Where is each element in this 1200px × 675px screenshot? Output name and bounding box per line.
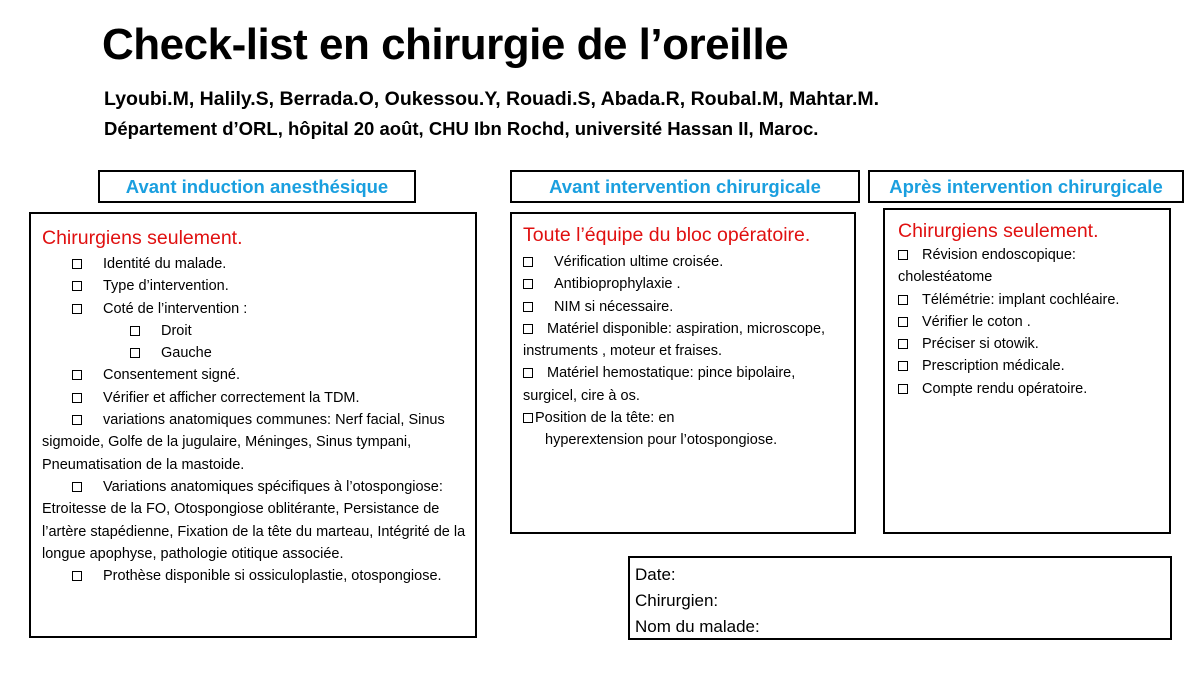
checklist-item[interactable]: Télémétrie: implant cochléaire. bbox=[898, 289, 1163, 311]
checkbox-icon[interactable] bbox=[898, 384, 908, 394]
checklist-item[interactable]: Type d’intervention. bbox=[42, 275, 469, 297]
checkbox-icon[interactable] bbox=[72, 281, 82, 291]
checklist-item[interactable]: Compte rendu opératoire. bbox=[898, 378, 1163, 400]
checklist-item[interactable]: Révision endoscopique: cholestéatome bbox=[898, 247, 1076, 286]
page-title: Check-list en chirurgie de l’oreille bbox=[102, 20, 789, 69]
checkbox-icon[interactable] bbox=[72, 393, 82, 403]
checklist-item[interactable]: Identité du malade. bbox=[42, 253, 469, 275]
checklist-subitem[interactable]: Gauche bbox=[42, 342, 469, 364]
checklist-item[interactable]: Vérification ultime croisée. bbox=[523, 251, 848, 273]
checklist-item[interactable]: Position de la tête: en bbox=[523, 407, 848, 429]
checkbox-icon[interactable] bbox=[898, 339, 908, 349]
checkbox-icon[interactable] bbox=[898, 250, 908, 260]
authors-line: Lyoubi.M, Halily.S, Berrada.O, Oukessou.Y, Rouadi.S, Abada.R, Roubal.M, Mahtar.M. bbox=[104, 88, 880, 110]
checklist-item[interactable]: Antibioprophylaxie . bbox=[523, 273, 848, 295]
checkbox-icon[interactable] bbox=[523, 279, 533, 289]
checkbox-icon[interactable] bbox=[72, 370, 82, 380]
checkbox-icon[interactable] bbox=[898, 295, 908, 305]
checkbox-icon[interactable] bbox=[898, 317, 908, 327]
audience-label: Toute l’équipe du bloc opératoire. bbox=[523, 224, 811, 246]
checklist-item[interactable]: Vérifier le coton . bbox=[898, 311, 1163, 333]
checkbox-icon[interactable] bbox=[523, 413, 533, 423]
checkbox-icon[interactable] bbox=[523, 368, 533, 378]
checklist-item[interactable]: Consentement signé. bbox=[42, 364, 469, 386]
checkbox-icon[interactable] bbox=[130, 348, 140, 358]
checkbox-icon[interactable] bbox=[72, 259, 82, 269]
heading-before-induction: Avant induction anesthésique bbox=[98, 170, 416, 203]
checklist-item[interactable]: Variations anatomiques spécifiques à l’otospongiose: Etroitesse de la FO, Otospongiose oblitérante, Persistance de l’artère stapédienne, Fixation de la tête du marteau, Intégrité de la longue apophyse, pathologie otitique associée. bbox=[42, 478, 466, 562]
checklist-item[interactable]: variations anatomiques communes: Nerf facial, Sinus sigmoide, Golfe de la jugulaire, Méninges, Sinus tympani, Pneumatisation de la mastoide. bbox=[42, 412, 445, 473]
patient-name-field[interactable]: Nom du malade: bbox=[635, 617, 760, 636]
checklist-item[interactable]: Coté de l’intervention : bbox=[42, 298, 469, 320]
checkbox-icon[interactable] bbox=[523, 302, 533, 312]
checkbox-icon[interactable] bbox=[130, 326, 140, 336]
checklist-item[interactable]: Prothèse disponible si ossiculoplastie, otospongiose. bbox=[42, 565, 469, 587]
checklist-item-continuation: hyperextension pour l’otospongiose. bbox=[545, 432, 778, 449]
checklist-item[interactable]: Matériel disponible: aspiration, microscope, instruments , moteur et fraises. bbox=[523, 320, 826, 360]
checkbox-icon[interactable] bbox=[523, 257, 533, 267]
audience-label: Chirurgiens seulement. bbox=[898, 220, 1099, 242]
checkbox-icon[interactable] bbox=[523, 324, 533, 334]
surgeon-field[interactable]: Chirurgien: bbox=[635, 591, 719, 610]
checkbox-icon[interactable] bbox=[72, 571, 82, 581]
checklist-item[interactable]: Préciser si otowik. bbox=[898, 333, 1163, 355]
audience-label: Chirurgiens seulement. bbox=[42, 227, 243, 249]
panel-after-surgery bbox=[883, 208, 1171, 534]
checkbox-icon[interactable] bbox=[72, 482, 82, 492]
checklist-item[interactable]: Prescription médicale. bbox=[898, 355, 1163, 377]
heading-after-surgery: Après intervention chirurgicale bbox=[868, 170, 1184, 203]
checklist-item[interactable]: NIM si nécessaire. bbox=[523, 296, 848, 318]
affiliation-line: Département d’ORL, hôpital 20 août, CHU Ibn Rochd, université Hassan II, Maroc. bbox=[104, 118, 819, 139]
date-field[interactable]: Date: bbox=[635, 565, 676, 584]
panel-before-surgery bbox=[510, 212, 856, 534]
checkbox-icon[interactable] bbox=[72, 304, 82, 314]
panel-before-induction bbox=[29, 212, 477, 638]
checklist-item[interactable]: Vérifier et afficher correctement la TDM. bbox=[42, 387, 469, 409]
checkbox-icon[interactable] bbox=[72, 415, 82, 425]
checklist-subitem[interactable]: Droit bbox=[42, 320, 469, 342]
signature-box bbox=[628, 556, 1172, 640]
checkbox-icon[interactable] bbox=[898, 361, 908, 371]
heading-before-surgery: Avant intervention chirurgicale bbox=[510, 170, 860, 203]
checklist-item[interactable]: Matériel hemostatique: pince bipolaire, surgicel, cire à os. bbox=[523, 365, 796, 404]
